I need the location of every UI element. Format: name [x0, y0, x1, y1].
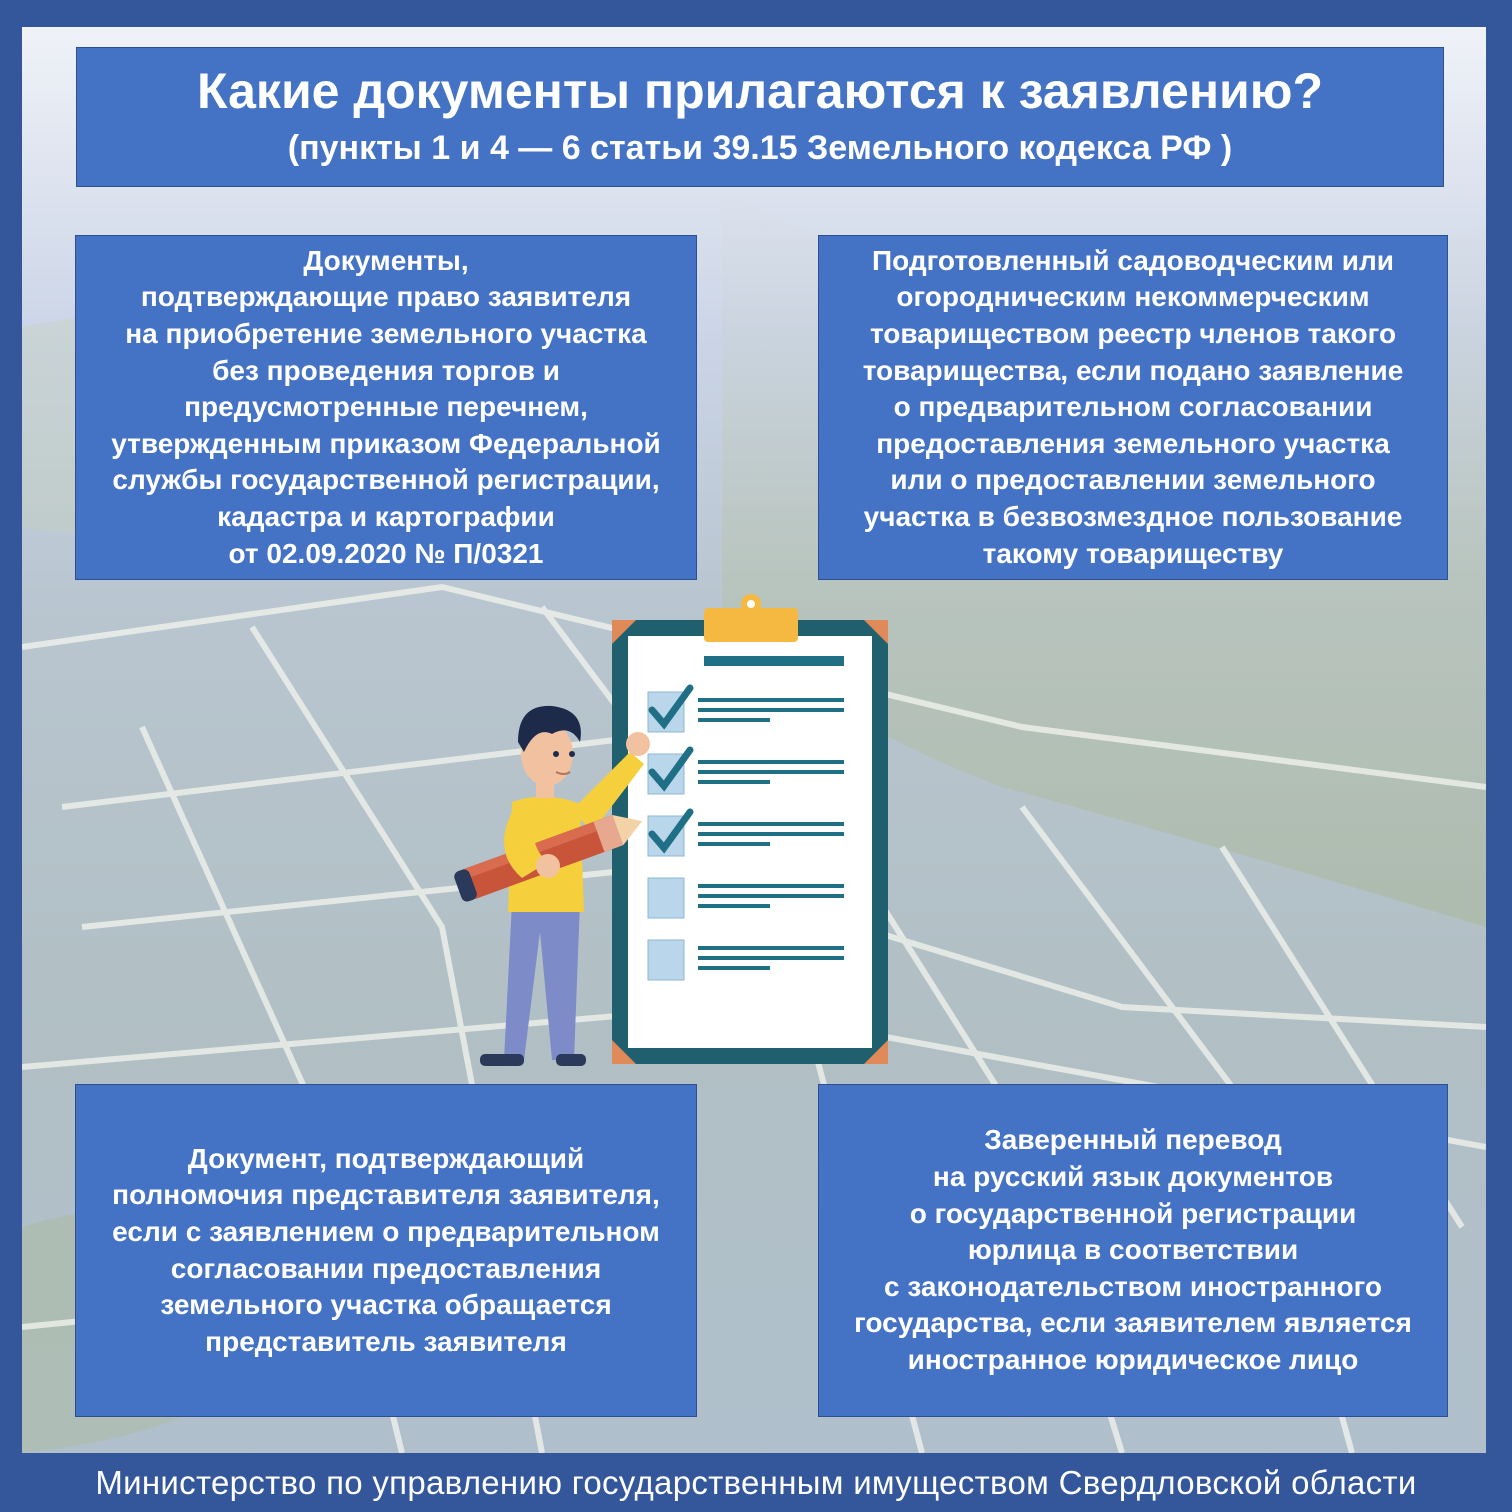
info-line: без проведения торгов и: [212, 354, 560, 386]
info-line: Заверенный перевод: [984, 1124, 1282, 1156]
title-banner: [76, 47, 1444, 187]
info-box-rights-documents: [75, 235, 697, 580]
infographic-canvas: [22, 27, 1486, 1453]
checklist-text-line: [698, 822, 844, 826]
footer-ministry: Министерство по управлению государственным имуществом Свердловской области: [95, 1464, 1417, 1501]
info-box-certified-translation: [818, 1084, 1448, 1417]
info-line: кадастра и картографии: [217, 500, 555, 532]
checklist-text-line: [698, 904, 770, 908]
info-line: о предварительном согласовании: [893, 391, 1373, 423]
info-line: государства, если заявителем является: [854, 1307, 1412, 1339]
checklist-text-line: [698, 780, 770, 784]
info-line: с законодательством иностранного: [884, 1270, 1382, 1302]
info-line: подтверждающие право заявителя: [140, 281, 632, 313]
page-title: Какие документы прилагаются к заявлению?: [196, 63, 1324, 119]
checklist-illustration: [452, 592, 902, 1072]
info-line: на приобретение земельного участка: [125, 318, 647, 350]
checklist-text-line: [698, 832, 844, 836]
info-line: предусмотренные перечнем,: [184, 391, 588, 423]
info-line: огородническим некоммерческим: [896, 281, 1370, 313]
info-line: представитель заявителя: [205, 1325, 567, 1357]
info-line: полномочия представителя заявителя,: [112, 1179, 660, 1211]
checklist-text-line: [698, 884, 844, 888]
page-subtitle: (пункты 1 и 4 — 6 статьи 39.15 Земельного кодекса РФ ): [287, 129, 1233, 167]
info-line: товарищества, если подано заявление: [862, 354, 1404, 386]
info-line: юрлица в соответствии: [967, 1234, 1299, 1266]
checklist-text-line: [698, 760, 844, 764]
info-box-members-register: [818, 235, 1448, 580]
checkbox-icon: [648, 878, 684, 918]
checklist-text-line: [698, 708, 844, 712]
checkbox-icon: [648, 940, 684, 980]
info-box-representative-authority: [75, 1084, 697, 1417]
info-line: Подготовленный садоводческим или: [871, 244, 1395, 276]
info-line: или о предоставлении земельного: [890, 464, 1376, 496]
checklist-text-line: [698, 894, 844, 898]
info-line: иностранное юридическое лицо: [907, 1343, 1359, 1375]
checklist-text-line: [698, 698, 844, 702]
checklist-text-line: [698, 956, 844, 960]
info-line: такому товариществу: [982, 537, 1284, 569]
info-line: участка в безвозмездное пользование: [863, 500, 1403, 532]
checklist-text-line: [698, 966, 770, 970]
info-line: Документ, подтверждающий: [187, 1142, 585, 1174]
info-line: Документы,: [303, 244, 469, 276]
checklist-text-line: [698, 770, 844, 774]
info-line: предоставления земельного участка: [876, 427, 1390, 459]
checklist-text-line: [698, 946, 844, 950]
checklist-text-line: [698, 842, 770, 846]
info-line: утвержденным приказом Федеральной: [111, 427, 661, 459]
info-line: согласовании предоставления: [170, 1252, 602, 1284]
info-line: от 02.09.2020 № П/0321: [228, 537, 544, 569]
info-line: о государственной регистрации: [909, 1197, 1357, 1229]
info-line: земельного участка обращается: [160, 1289, 612, 1321]
info-line: товариществом реестр членов такого: [869, 318, 1397, 350]
info-line: если с заявлением о предварительном: [112, 1215, 660, 1247]
checklist-text-line: [698, 718, 770, 722]
info-line: на русский язык документов: [932, 1161, 1334, 1193]
info-line: службы государственной регистрации,: [112, 464, 660, 496]
